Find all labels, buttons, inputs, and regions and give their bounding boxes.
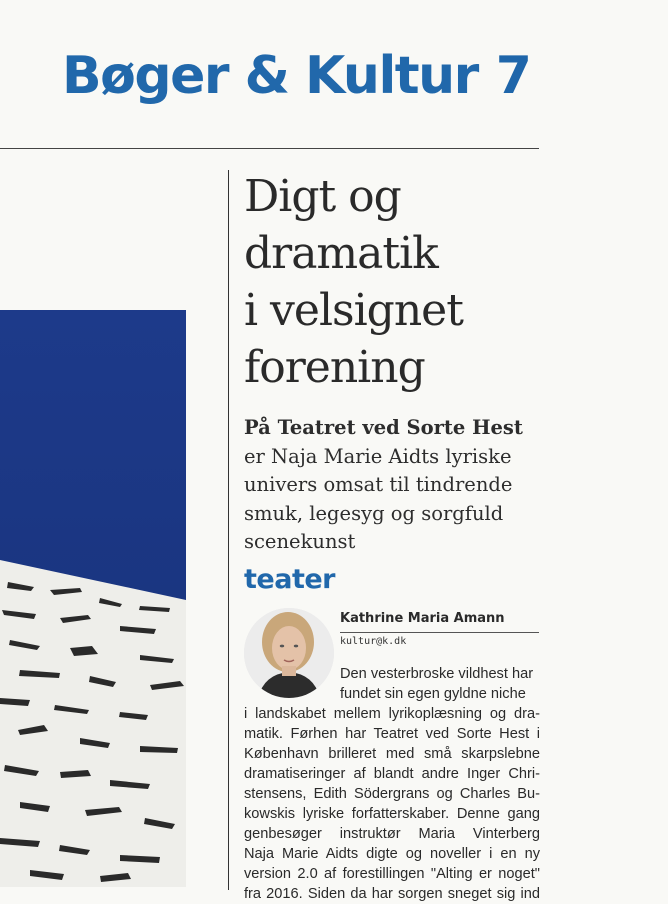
body-line: genbesøger instruktør Maria Vinterberg [244,826,540,842]
headline-line: Digt og [244,171,401,222]
masthead-title: Bøger & Kultur [62,46,478,106]
author-email[interactable]: kultur@k.dk [340,636,407,647]
body-line: fundet sin egen gyldne niche [340,686,526,702]
byline-divider [340,632,539,633]
stage-photo [0,310,186,887]
subheading-line: smuk, legesyg og sorgfuld [244,501,504,525]
body-line: matik. Førhen har Teatret ved Sorte Hest i [244,726,540,742]
article-body [244,664,540,904]
body-line: i landskabet mellem lyrikoplæsning og dra- [244,706,540,722]
headline-line: dramatik [244,228,438,279]
body-line: stensens, Edith Södergrans og Charles Bu- [244,786,540,802]
author-name: Kathrine Maria Amann [340,611,505,626]
column-divider [228,170,229,890]
body-line: version 2.0 af forestillingen "Alting er noget" [244,866,540,882]
stage-photo-graphic [0,310,186,887]
masthead-divider [0,148,539,149]
section-tag: teater [244,564,335,595]
page-number: 7 [495,46,531,106]
subheading-lead: På Teatret ved Sorte Hest [244,416,523,439]
body-line: kowskis lyriske forfatterskaber. Denne gang [244,806,540,822]
subheading-line: scenekunst [244,530,356,553]
body-line: Den vesterbroske vildhest har [340,666,534,682]
subheading-line: er Naja Marie Aidts lyriske [244,444,512,468]
body-line: København brilleret med små skarpslebne [244,746,540,762]
headline [244,168,544,396]
subheading [244,414,544,557]
subheading-line: univers omsat til tindrende [244,473,513,496]
headline-line: i velsignet [244,285,463,336]
body-line: Naja Marie Aidts digte og noveller i en ny [244,846,540,862]
headline-line: forening [244,342,425,393]
body-line: dramatiseringer af blandt andre Inger Chri- [244,766,540,782]
body-line: fra 2016. Siden da har sorgen sneget sig ind [244,886,540,902]
section-masthead [62,46,531,106]
